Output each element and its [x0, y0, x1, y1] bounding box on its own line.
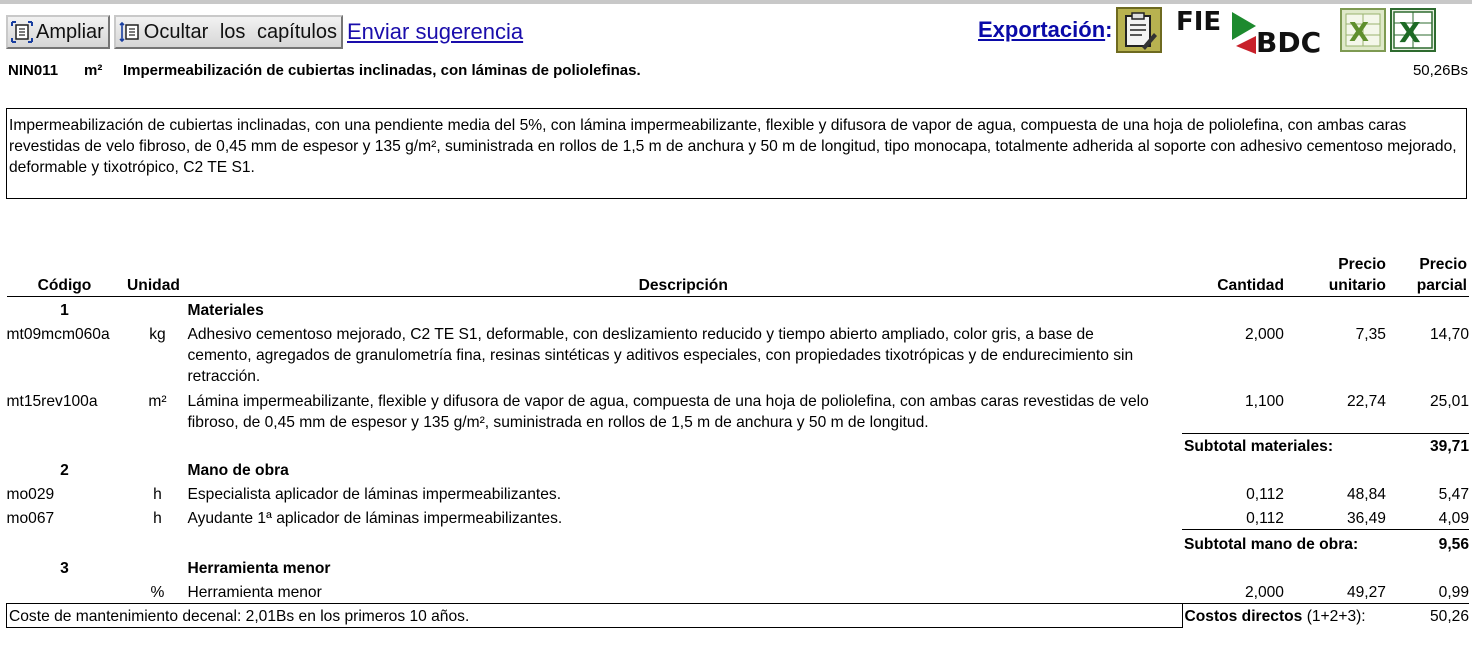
- col-descripcion: Descripción: [184, 254, 1182, 297]
- group-row: [7, 457, 1470, 481]
- enviar-sugerencia-link[interactable]: Enviar sugerencia: [347, 19, 524, 44]
- row-partial: 5,47: [1438, 485, 1469, 503]
- collapse-icon: [119, 21, 141, 43]
- table-row: [7, 579, 1470, 604]
- row-partial: 0,99: [1438, 583, 1469, 601]
- item-unit: m²: [84, 62, 103, 79]
- col-codigo: Código: [7, 254, 123, 297]
- item-code: NIN011: [8, 62, 59, 79]
- subtotal-value: 39,71: [1388, 433, 1469, 457]
- row-code: mt15rev100a: [6, 393, 98, 410]
- table-row: [7, 481, 1470, 505]
- svg-text:X: X: [1349, 18, 1370, 48]
- group-number: 2: [60, 461, 69, 479]
- row-unit-price: 36,49: [1346, 509, 1386, 527]
- row-qty: 2,000: [1244, 583, 1284, 601]
- item-price: 50,26Bs: [1412, 62, 1468, 79]
- row-unit-price: 48,84: [1346, 485, 1386, 503]
- direct-costs-value: 50,26: [1388, 603, 1469, 627]
- table-row: [7, 505, 1470, 530]
- decomposition-table: [6, 254, 1469, 628]
- row-desc: Adhesivo cementoso mejorado, C2 TE S1, deformable, con deslizamiento reducido y tiempo abierto ampliado, color gris, a base de cemento, agregados de granulometría fina, resinas sintéticas y aditivos especiales, con propiedades tixotrópicas y de endurecimiento sin retracción.: [187, 326, 1134, 385]
- row-qty: 0,112: [1246, 509, 1284, 527]
- svg-text:X: X: [1399, 16, 1422, 49]
- excel-icon[interactable]: [1390, 8, 1436, 52]
- row-qty: 1,100: [1244, 393, 1284, 410]
- excel-green-icon[interactable]: [1340, 8, 1386, 52]
- row-partial: 25,01: [1429, 393, 1469, 410]
- col-precio-parcial: Precio parcial: [1388, 254, 1469, 297]
- subtotal-label: Subtotal mano de obra:: [1182, 529, 1388, 555]
- subtotal-label: Subtotal materiales:: [1182, 433, 1388, 457]
- row-code: mt09mcm060a: [6, 326, 110, 343]
- row-unit: %: [150, 583, 165, 601]
- expand-icon: [11, 21, 33, 43]
- row-desc: Especialista aplicador de láminas impermeabilizantes.: [187, 485, 562, 503]
- row-unit: m²: [148, 393, 167, 410]
- row-code: [7, 579, 123, 604]
- group-name: Mano de obra: [187, 461, 289, 479]
- fiebdc-icon[interactable]: [1176, 6, 1326, 54]
- group-row: [7, 297, 1470, 322]
- row-desc: Herramienta menor: [187, 583, 322, 601]
- subtotal-value: 9,56: [1388, 529, 1469, 555]
- bdc-text: BDC: [1256, 26, 1322, 54]
- row-partial: 14,70: [1429, 326, 1469, 343]
- row-unit: h: [153, 485, 162, 503]
- row-partial: 4,09: [1438, 509, 1469, 527]
- subtotal-row: [7, 433, 1470, 457]
- ampliar-button[interactable]: [6, 15, 110, 49]
- ocultar-capitulos-button[interactable]: [114, 15, 343, 49]
- group-number: 1: [60, 302, 69, 319]
- row-desc: Ayudante 1ª aplicador de láminas impermeabilizantes.: [187, 509, 563, 527]
- export-link[interactable]: Exportación: [978, 17, 1106, 42]
- row-desc: Lámina impermeabilizante, flexible y difusora de vapor de agua, compuesta de una hoja de poliolefina, con ambas caras revestidas de velo fibroso, de 0,45 mm de espesor y 135 g/m², suministrada en rollos de 1,5 m de anchura y 50 m de longitud.: [187, 393, 1149, 431]
- item-description: Impermeabilización de cubiertas inclinadas, con una pendiente media del 5%, con lámina impermeabilizante, flexible y difusora de vapor de agua, compuesta de una hoja de poliolefina, con ambas caras revestidas de velo fibroso, de 0,45 mm de espesor y 135 g/m², suministrada en rollos de 1,5 m de anchura y 50 m de longitud, tipo monocapa, totalmente adherida al soporte con adhesivo cementoso mejorado, deformable y tixotrópico, C2 TE S1.: [6, 108, 1467, 199]
- direct-costs-label: Costos directos (1+2+3):: [1182, 603, 1388, 627]
- row-code: mo029: [6, 485, 55, 503]
- row-unit-price: 22,74: [1346, 393, 1386, 410]
- row-unit-price: 49,27: [1346, 583, 1386, 601]
- maintenance-cost: Coste de mantenimiento decenal: 2,01Bs en los primeros 10 años.: [7, 603, 1183, 627]
- row-unit: h: [153, 509, 162, 527]
- col-precio-unitario: Precio unitario: [1286, 254, 1388, 297]
- clipboard-export-icon[interactable]: [1116, 7, 1162, 53]
- export-bar: [978, 6, 1436, 54]
- ampliar-label: Ampliar: [36, 20, 104, 43]
- ocultar-label: Ocultar los capítulos: [143, 20, 337, 43]
- table-row: [7, 321, 1470, 387]
- group-row: [7, 555, 1470, 579]
- fie-text: FIE: [1176, 7, 1222, 37]
- col-cantidad: Cantidad: [1182, 254, 1286, 297]
- export-colon: :: [1105, 17, 1113, 42]
- table-row: [7, 387, 1470, 433]
- row-qty: 0,112: [1246, 485, 1284, 503]
- toolbar: [6, 12, 523, 52]
- row-unit-price: 7,35: [1355, 326, 1386, 343]
- item-title: Impermeabilización de cubiertas inclinadas, con láminas de poliolefinas.: [123, 62, 641, 79]
- table-header: [7, 254, 1470, 297]
- row-qty: 2,000: [1244, 326, 1284, 343]
- col-unidad: Unidad: [122, 254, 184, 297]
- row-code: mo067: [6, 509, 55, 527]
- subtotal-row: [7, 529, 1470, 555]
- group-number: 3: [60, 559, 69, 577]
- row-unit: kg: [149, 326, 166, 343]
- footer-row: [7, 603, 1470, 627]
- top-border: [0, 0, 1472, 4]
- group-name: Materiales: [187, 302, 264, 319]
- group-name: Herramienta menor: [187, 559, 331, 577]
